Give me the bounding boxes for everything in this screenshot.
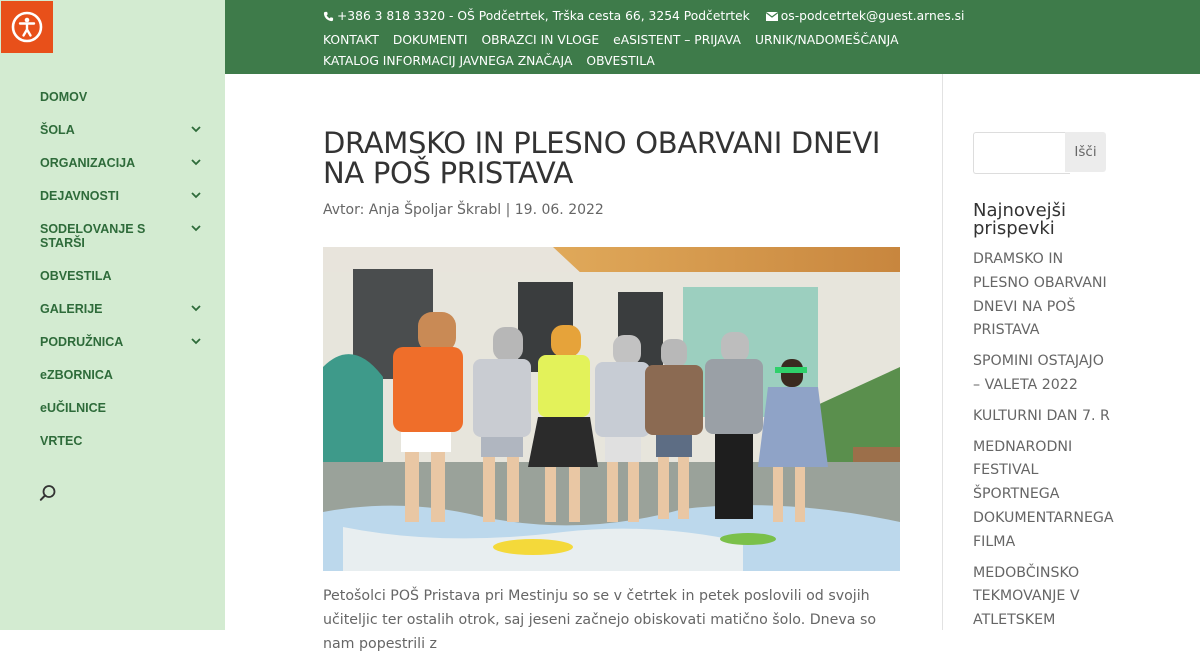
sidebar-item[interactable] (40, 333, 210, 366)
post-meta: Avtor: Anja Špoljar Škrabl | 19. 06. 2022 (323, 202, 604, 218)
contact-email[interactable]: os-podcetrtek@guest.arnes.si (780, 9, 965, 23)
sidebar-item[interactable] (40, 187, 210, 220)
sidebar-divider (942, 74, 943, 630)
sidebar-item-label: VRTEC (40, 434, 83, 448)
sidebar-item-label: eUČILNICE (40, 401, 106, 415)
recent-posts-title: Najnovejši prispevki (973, 200, 1067, 239)
sidebar-item-label: OBVESTILA (40, 269, 112, 283)
recent-post-link[interactable]: KULTURNI DAN 7. R (973, 407, 1110, 424)
post-featured-image (323, 247, 900, 571)
phone-icon (323, 11, 334, 22)
sidebar-item-label: ŠOLA (40, 123, 75, 137)
recent-post-link[interactable]: MEDNARODNI FESTIVAL ŠPORTNEGA DOKUMENTARNEGA FILMA (973, 438, 1114, 550)
sidebar-item-label: eZBORNICA (40, 368, 113, 382)
chevron-down-icon[interactable] (190, 124, 202, 134)
top-nav-link[interactable]: KONTAKT (323, 33, 379, 47)
top-nav-link[interactable]: OBVESTILA (586, 54, 655, 68)
chevron-down-icon[interactable] (190, 190, 202, 200)
top-nav-link[interactable]: KATALOG INFORMACIJ JAVNEGA ZNAČAJA (323, 54, 573, 68)
featured-photo (323, 247, 900, 571)
top-nav (323, 30, 943, 72)
envelope-icon (766, 12, 778, 21)
contact-info (323, 9, 964, 23)
sidebar-item[interactable] (40, 154, 210, 187)
post-title: DRAMSKO IN PLESNO OBARVANI DNEVI NA POŠ PRISTAVA (323, 126, 881, 190)
sidebar-item[interactable] (40, 300, 210, 333)
sidebar-item-label: ORGANIZACIJA (40, 156, 136, 170)
accessibility-icon (10, 10, 44, 44)
chevron-down-icon[interactable] (190, 303, 202, 313)
post-header (323, 128, 903, 218)
sidebar-item[interactable] (40, 220, 210, 267)
sidebar-item-label: DEJAVNOSTI (40, 189, 119, 203)
search-icon[interactable] (39, 484, 57, 502)
accessibility-button[interactable] (1, 1, 53, 53)
top-nav-link[interactable]: OBRAZCI IN VLOGE (481, 33, 600, 47)
top-nav-link[interactable]: URNIK/NADOMEŠČANJA (754, 33, 899, 47)
chevron-down-icon[interactable] (190, 157, 202, 167)
sidebar-item[interactable] (40, 267, 210, 300)
sidebar-item[interactable] (40, 121, 210, 154)
chevron-down-icon[interactable] (190, 336, 202, 346)
recent-post-link[interactable]: DRAMSKO IN PLESNO OBARVANI DNEVI NA POŠ PRISTAVA (973, 251, 1107, 339)
sidebar-item-label: GALERIJE (40, 302, 103, 316)
widget-search (973, 132, 1106, 172)
top-header (225, 0, 1200, 74)
sidebar-item-label: PODRUŽNICA (40, 335, 124, 349)
sidebar-item[interactable] (40, 399, 210, 432)
recent-post-link[interactable]: MEDOBČINSKO TEKMOVANJE V ATLETSKEM (973, 564, 1080, 629)
sidebar-item[interactable] (40, 432, 210, 465)
sidebar-item-label: SODELOVANJE S STARŠI (40, 222, 146, 250)
sidebar-item[interactable] (40, 366, 210, 399)
sidebar-item[interactable] (40, 88, 210, 121)
post-body: Petošolci POŠ Pristava pri Mestinju so se v četrtek in petek poslovili od svojih učiteljic ter ostalih otrok, saj jeseni začnejo obiskovati matično šolo. Dneva so nam popestrili z (323, 588, 877, 652)
sidebar-nav (40, 88, 210, 465)
widget-search-input[interactable] (973, 132, 1070, 174)
widget-search-button[interactable]: Išči (1065, 132, 1106, 172)
top-nav-link[interactable]: DOKUMENTI (392, 33, 468, 47)
chevron-down-icon[interactable] (190, 223, 202, 233)
sidebar (0, 0, 225, 630)
recent-posts-list (973, 248, 1113, 640)
contact-phone: +386 3 818 3320 - OŠ Podčetrtek, Trška cesta 66, 3254 Podčetrtek (337, 9, 750, 23)
recent-post-link[interactable]: SPOMINI OSTAJAJO – VALETA 2022 (973, 353, 1104, 393)
top-nav-link[interactable]: eASISTENT – PRIJAVA (613, 33, 741, 47)
sidebar-item-label: DOMOV (40, 90, 88, 104)
